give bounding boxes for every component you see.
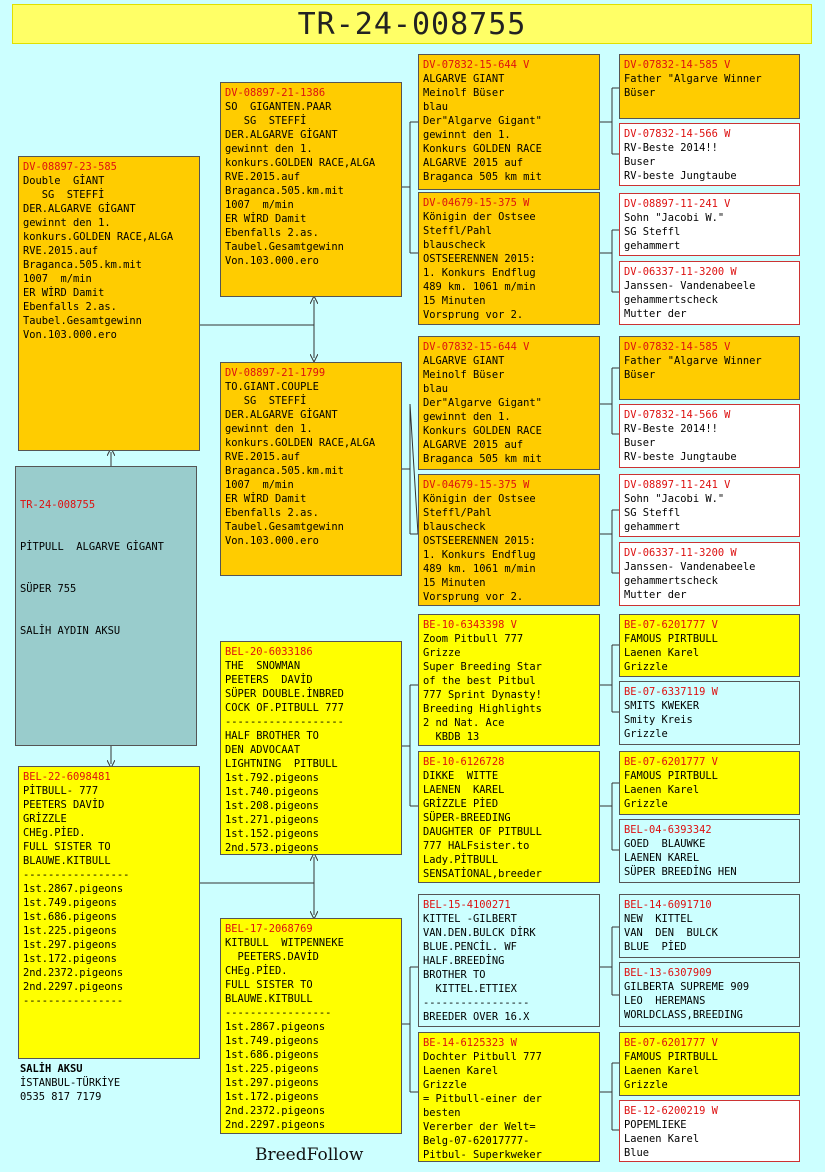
card-line: 489 km. 1061 m/min bbox=[423, 281, 536, 293]
card-line: 1007 m/min bbox=[225, 479, 294, 491]
ring-number: BEL-15-4100271 bbox=[423, 899, 511, 911]
card-line: COCK OF.PITBULL 777 bbox=[225, 702, 344, 714]
card-line: Braganca.505.km.mit bbox=[225, 185, 344, 197]
card-line: Steffl/Pahl bbox=[423, 225, 492, 237]
card-line: BROTHER TO bbox=[423, 969, 486, 981]
g4-card[interactable] bbox=[619, 962, 800, 1027]
card-line: DER.ALGARVE GİGANT bbox=[23, 203, 136, 215]
g4-card[interactable] bbox=[619, 404, 800, 468]
card-line: 1st.2867.pigeons bbox=[225, 1021, 326, 1033]
owner-name: SALİH AKSU bbox=[20, 1063, 83, 1075]
card-line: SO GIGANTEN.PAAR bbox=[225, 101, 332, 113]
card-line: ----------------- bbox=[23, 869, 130, 881]
card-line: RV-beste Jungtaube bbox=[624, 170, 737, 182]
g4-card[interactable] bbox=[619, 474, 800, 537]
great-grandparent-card[interactable] bbox=[418, 614, 600, 746]
card-line: Büser bbox=[624, 369, 656, 381]
card-line: GRİZZLE bbox=[23, 813, 67, 825]
card-line: ER WİRD Damit bbox=[225, 213, 307, 225]
card-line: SG Steffl bbox=[624, 507, 681, 519]
card-line: Ebenfalls 2.as. bbox=[225, 227, 319, 239]
card-line: Braganca 505 km mit bbox=[423, 171, 542, 183]
card-line: Der"Algarve Gigant" bbox=[423, 397, 542, 409]
ring-number: BEL-04-6393342 bbox=[624, 824, 712, 836]
card-line: gehammertscheck bbox=[624, 294, 718, 306]
card-line: Meinolf Büser bbox=[423, 87, 505, 99]
card-line: VAN.DEN.BULCK DİRK bbox=[423, 927, 536, 939]
owner-city: İSTANBUL-TÜRKİYE bbox=[20, 1077, 121, 1089]
card-line: Dochter Pitbull 777 bbox=[423, 1051, 542, 1063]
card-line: of the best Pitbul bbox=[423, 675, 536, 687]
card-line: Grizzle bbox=[624, 661, 668, 673]
subject-card[interactable] bbox=[15, 466, 197, 746]
card-line: ------------------- bbox=[225, 716, 344, 728]
card-line: 777 HALFsister.to bbox=[423, 840, 530, 852]
card-line: TO.GIANT.COUPLE bbox=[225, 381, 319, 393]
card-line: FULL SISTER TO bbox=[23, 841, 111, 853]
ring-number: DV-08897-11-241 V bbox=[624, 479, 731, 491]
card-line: DEN ADVOCAAT bbox=[225, 744, 301, 756]
card-line: blauscheck bbox=[423, 239, 486, 251]
sire-card[interactable] bbox=[18, 156, 200, 451]
ring-number: BE-07-6201777 V bbox=[624, 619, 718, 631]
card-line: DER.ALGARVE GİGANT bbox=[225, 409, 338, 421]
card-line: Vererber der Welt= bbox=[423, 1121, 536, 1133]
card-line: 1st.271.pigeons bbox=[225, 814, 319, 826]
card-line: 1. Konkurs Endflug bbox=[423, 267, 536, 279]
card-line: Ebenfalls 2.as. bbox=[225, 507, 319, 519]
g4-card[interactable] bbox=[619, 681, 800, 745]
card-line: gewinnt den 1. bbox=[423, 129, 511, 141]
card-line: CHEg.PİED. bbox=[225, 965, 288, 977]
card-line: Sohn "Jacobi W." bbox=[624, 493, 725, 505]
card-line: blauscheck bbox=[423, 521, 486, 533]
card-line: Grizze bbox=[423, 647, 461, 659]
card-line: KITTEL.ETTIEX bbox=[423, 983, 517, 995]
card-line: 777 Sprint Dynasty! bbox=[423, 689, 542, 701]
card-line: Mutter der bbox=[624, 589, 687, 601]
card-line: 2nd.573.pigeons bbox=[225, 842, 319, 854]
great-grandparent-card[interactable] bbox=[418, 894, 600, 1027]
card-line: PİTBULL- 777 bbox=[23, 785, 99, 797]
card-line: FAMOUS PIRTBULL bbox=[624, 1051, 718, 1063]
card-line: gewinnt den 1. bbox=[23, 217, 111, 229]
card-line: 1st.2867.pigeons bbox=[23, 883, 124, 895]
ring-number: DV-07832-15-644 V bbox=[423, 341, 530, 353]
card-line: Büser bbox=[624, 87, 656, 99]
card-line: Grizzle bbox=[624, 1079, 668, 1091]
card-line: RVE.2015.auf bbox=[225, 451, 301, 463]
ring-number: BEL-13-6307909 bbox=[624, 967, 712, 979]
card-line: Vorsprung vor 2. bbox=[423, 309, 524, 321]
card-line: SG STEFFİ bbox=[225, 395, 307, 407]
card-line: LIGHTNING PITBULL bbox=[225, 758, 338, 770]
card-line: Steffl/Pahl bbox=[423, 507, 492, 519]
card-line: WORLDCLASS,BREEDING bbox=[624, 1009, 743, 1021]
subject-line: SALİH AYDIN AKSU bbox=[20, 625, 121, 637]
card-line: ---------------- bbox=[23, 995, 124, 1007]
g4-card[interactable] bbox=[619, 542, 800, 606]
card-line: Meinolf Büser bbox=[423, 369, 505, 381]
card-line: RVE.2015.auf bbox=[23, 245, 99, 257]
card-line: Braganca.505.km.mit bbox=[23, 259, 142, 271]
card-line: Breeding Highlights bbox=[423, 703, 542, 715]
card-line: Zoom Pitbull 777 bbox=[423, 633, 524, 645]
card-line: Braganca.505.km.mit bbox=[225, 465, 344, 477]
subject-line: SÜPER 755 bbox=[20, 583, 77, 595]
ring-number: BEL-17-2068769 bbox=[225, 923, 313, 935]
g4-card[interactable] bbox=[619, 336, 800, 400]
card-line: Buser bbox=[624, 437, 656, 449]
card-line: 1st.152.pigeons bbox=[225, 828, 319, 840]
card-line: 2nd.2372.pigeons bbox=[23, 967, 124, 979]
ring-number: BE-10-6343398 V bbox=[423, 619, 517, 631]
card-line: Laenen Karel bbox=[624, 1133, 700, 1145]
g4-card[interactable] bbox=[619, 123, 800, 186]
ring-number: DV-07832-15-644 V bbox=[423, 59, 530, 71]
ring-number: BE-12-6200219 W bbox=[624, 1105, 718, 1117]
card-line: HALF.BREEDİNG bbox=[423, 955, 505, 967]
card-line: SG Steffl bbox=[624, 226, 681, 238]
ring-number: BE-07-6337119 W bbox=[624, 686, 718, 698]
g4-card[interactable] bbox=[619, 1032, 800, 1096]
card-line: GOED BLAUWKE bbox=[624, 838, 706, 850]
brand-logo-text: BreedFollow bbox=[255, 1145, 364, 1165]
card-line: ----------------- bbox=[423, 997, 530, 1009]
ring-number: DV-06337-11-3200 W bbox=[624, 266, 737, 278]
card-line: VAN DEN BULCK bbox=[624, 927, 718, 939]
g4-card[interactable] bbox=[619, 261, 800, 325]
card-line: BLAUWE.KITBULL bbox=[225, 993, 313, 1005]
card-line: konkurs.GOLDEN RACE,ALGA bbox=[225, 437, 376, 449]
card-line: SG STEFFİ bbox=[23, 189, 105, 201]
card-line: Von.103.000.ero bbox=[225, 255, 319, 267]
card-line: 2nd.2372.pigeons bbox=[225, 1105, 326, 1117]
card-line: RV-beste Jungtaube bbox=[624, 451, 737, 463]
card-line: ER WİRD Damit bbox=[23, 287, 105, 299]
card-line: Laenen Karel bbox=[423, 1065, 499, 1077]
card-line: gewinnt den 1. bbox=[225, 423, 313, 435]
g4-card[interactable] bbox=[619, 894, 800, 958]
card-line: OSTSEERENNEN 2015: bbox=[423, 253, 536, 265]
ring-number: BEL-14-6091710 bbox=[624, 899, 712, 911]
card-line: gewinnt den 1. bbox=[423, 411, 511, 423]
card-line: FAMOUS PIRTBULL bbox=[624, 770, 718, 782]
card-line: Von.103.000.ero bbox=[225, 535, 319, 547]
card-line: POPEMLIEKE bbox=[624, 1119, 687, 1131]
ring-number: DV-07832-14-585 V bbox=[624, 59, 731, 71]
card-line: ALGARVE 2015 auf bbox=[423, 157, 524, 169]
card-line: DIKKE WITTE bbox=[423, 770, 499, 782]
card-line: Der"Algarve Gigant" bbox=[423, 115, 542, 127]
card-line: Mutter der bbox=[624, 308, 687, 320]
card-line: NEW KITTEL bbox=[624, 913, 693, 925]
card-line: Vorsprung vor 2. bbox=[423, 591, 524, 603]
grandparent-card[interactable] bbox=[220, 641, 402, 855]
great-grandparent-card[interactable] bbox=[418, 474, 600, 606]
card-line: ----------------- bbox=[225, 1007, 332, 1019]
card-line: KITBULL WITPENNEKE bbox=[225, 937, 344, 949]
card-line: 1st.686.pigeons bbox=[23, 911, 117, 923]
card-line: Taubel.Gesamtgewinn bbox=[225, 241, 344, 253]
card-line: Konkurs GOLDEN RACE bbox=[423, 143, 542, 155]
card-line: RVE.2015.auf bbox=[225, 171, 301, 183]
card-line: 1st.225.pigeons bbox=[23, 925, 117, 937]
card-line: 1007 m/min bbox=[225, 199, 294, 211]
card-line: gewinnt den 1. bbox=[225, 143, 313, 155]
card-line: 15 Minuten bbox=[423, 295, 486, 307]
card-line: BLAUWE.KITBULL bbox=[23, 855, 111, 867]
card-line: FAMOUS PIRTBULL bbox=[624, 633, 718, 645]
card-line: FULL SISTER TO bbox=[225, 979, 313, 991]
card-line: Taubel.Gesamtgewinn bbox=[225, 521, 344, 533]
ring-number: DV-07832-14-566 W bbox=[624, 128, 731, 140]
card-line: gehammert bbox=[624, 521, 681, 533]
card-line: 1st.172.pigeons bbox=[23, 953, 117, 965]
ring-number: DV-07832-14-566 W bbox=[624, 409, 731, 421]
dam-card[interactable] bbox=[18, 766, 200, 1059]
card-line: BLUE.PENCİL. WF bbox=[423, 941, 517, 953]
card-line: 1st.225.pigeons bbox=[225, 1063, 319, 1075]
card-line: Laenen Karel bbox=[624, 784, 700, 796]
card-line: Königin der Ostsee bbox=[423, 211, 536, 223]
great-grandparent-card[interactable] bbox=[418, 54, 600, 190]
card-line: CHEg.PİED. bbox=[23, 827, 86, 839]
card-line: Janssen- Vandenabeele bbox=[624, 280, 756, 292]
card-line: 1st.749.pigeons bbox=[23, 897, 117, 909]
card-line: 1. Konkurs Endflug bbox=[423, 549, 536, 561]
card-line: 1007 m/min bbox=[23, 273, 92, 285]
card-line: Pitbul- Superkweker bbox=[423, 1149, 542, 1161]
card-line: OSTSEERENNEN 2015: bbox=[423, 535, 536, 547]
ring-number: BEL-22-6098481 bbox=[23, 771, 111, 783]
card-line: konkurs.GOLDEN RACE,ALGA bbox=[23, 231, 174, 243]
subject-line: PİTPULL ALGARVE GİGANT bbox=[20, 541, 164, 553]
card-line: 2 nd Nat. Ace bbox=[423, 717, 505, 729]
ring-number: DV-06337-11-3200 W bbox=[624, 547, 737, 559]
card-line: ALGARVE GIANT bbox=[423, 355, 505, 367]
owner-phone: 0535 817 7179 bbox=[20, 1091, 102, 1103]
card-line: Father "Algarve Winner bbox=[624, 73, 762, 85]
card-line: LEO HEREMANS bbox=[624, 995, 706, 1007]
card-line: Ebenfalls 2.as. bbox=[23, 301, 117, 313]
ring-number: DV-08897-23-585 bbox=[23, 161, 117, 173]
grandparent-card[interactable] bbox=[220, 82, 402, 297]
card-line: 1st.172.pigeons bbox=[225, 1091, 319, 1103]
card-line: THE SNOWMAN bbox=[225, 660, 301, 672]
card-line: 2nd.2297.pigeons bbox=[23, 981, 124, 993]
card-line: RV-Beste 2014!! bbox=[624, 142, 718, 154]
great-grandparent-card[interactable] bbox=[418, 336, 600, 470]
card-line: besten bbox=[423, 1107, 461, 1119]
ring-number: BE-10-6126728 bbox=[423, 756, 505, 768]
card-line: gehammert bbox=[624, 240, 681, 252]
card-line: Super Breeding Star bbox=[423, 661, 542, 673]
card-line: SG STEFFİ bbox=[225, 115, 307, 127]
card-line: Grizzle bbox=[624, 798, 668, 810]
card-line: 489 km. 1061 m/min bbox=[423, 563, 536, 575]
card-line: = Pitbull-einer der bbox=[423, 1093, 542, 1105]
card-line: BLUE PİED bbox=[624, 941, 687, 953]
card-line: 1st.208.pigeons bbox=[225, 800, 319, 812]
card-line: Konkurs GOLDEN RACE bbox=[423, 425, 542, 437]
card-line: Father "Algarve Winner bbox=[624, 355, 762, 367]
card-line: 1st.297.pigeons bbox=[23, 939, 117, 951]
card-line: Taubel.Gesamtgewinn bbox=[23, 315, 142, 327]
card-line: konkurs.GOLDEN RACE,ALGA bbox=[225, 157, 376, 169]
g4-card[interactable] bbox=[619, 614, 800, 677]
card-line: PEETERS DAVİD bbox=[23, 799, 105, 811]
card-line: Von.103.000.ero bbox=[23, 329, 117, 341]
card-line: GILBERTA SUPREME 909 bbox=[624, 981, 750, 993]
card-line: blau bbox=[423, 383, 449, 395]
card-line: Grizzle bbox=[624, 728, 668, 740]
card-line: DER.ALGARVE GİGANT bbox=[225, 129, 338, 141]
ring-number: DV-04679-15-375 W bbox=[423, 479, 530, 491]
g4-card[interactable] bbox=[619, 193, 800, 256]
card-line: Belg-07-62017777- bbox=[423, 1135, 530, 1147]
card-line: 1st.686.pigeons bbox=[225, 1049, 319, 1061]
card-line: BREEDER OVER 16.X bbox=[423, 1011, 530, 1023]
card-line: 1st.297.pigeons bbox=[225, 1077, 319, 1089]
card-line: ALGARVE GIANT bbox=[423, 73, 505, 85]
ring-number: BE-14-6125323 W bbox=[423, 1037, 517, 1049]
ring-number: DV-08897-21-1799 bbox=[225, 367, 326, 379]
card-line: RV-Beste 2014!! bbox=[624, 423, 718, 435]
card-line: SÜPER BREEDİNG HEN bbox=[624, 866, 737, 878]
card-line: Double GİANT bbox=[23, 175, 105, 187]
card-line: blau bbox=[423, 101, 449, 113]
g4-card[interactable] bbox=[619, 1100, 800, 1162]
ring-number: BEL-20-6033186 bbox=[225, 646, 313, 658]
ring-number: DV-04679-15-375 W bbox=[423, 197, 530, 209]
g4-card[interactable] bbox=[619, 751, 800, 815]
card-line: 1st.749.pigeons bbox=[225, 1035, 319, 1047]
card-line: KITTEL -GILBERT bbox=[423, 913, 517, 925]
card-line: LAENEN KAREL bbox=[624, 852, 700, 864]
card-line: Grizzle bbox=[423, 1079, 467, 1091]
great-grandparent-card[interactable] bbox=[418, 192, 600, 325]
card-line: Lady.PİTBULL bbox=[423, 854, 499, 866]
card-line: gehammertscheck bbox=[624, 575, 718, 587]
card-line: PEETERS.DAVİD bbox=[225, 951, 319, 963]
card-line: Sohn "Jacobi W." bbox=[624, 212, 725, 224]
card-line: ER WİRD Damit bbox=[225, 493, 307, 505]
card-line: LAENEN KAREL bbox=[423, 784, 505, 796]
g4-card[interactable] bbox=[619, 54, 800, 119]
card-line: 1st.740.pigeons bbox=[225, 786, 319, 798]
ring-number: DV-08897-21-1386 bbox=[225, 87, 326, 99]
card-line: Janssen- Vandenabeele bbox=[624, 561, 756, 573]
card-line: ALGARVE 2015 auf bbox=[423, 439, 524, 451]
great-grandparent-card[interactable] bbox=[418, 1032, 600, 1162]
card-line: DAUGHTER OF PITBULL bbox=[423, 826, 542, 838]
subject-ring-number: TR-24-008755 bbox=[20, 499, 96, 511]
card-line: Blue bbox=[624, 1147, 650, 1159]
grandparent-card[interactable] bbox=[220, 918, 402, 1134]
card-line: Buser bbox=[624, 156, 656, 168]
card-line: HALF BROTHER TO bbox=[225, 730, 319, 742]
card-line: SMITS KWEKER bbox=[624, 700, 700, 712]
ring-number: BE-07-6201777 V bbox=[624, 756, 718, 768]
great-grandparent-card[interactable] bbox=[418, 751, 600, 883]
card-line: 15 Minuten bbox=[423, 577, 486, 589]
page-title: TR-24-008755 bbox=[12, 4, 812, 44]
card-line: SENSATİONAL,breeder bbox=[423, 868, 542, 880]
card-line: Smity Kreis bbox=[624, 714, 693, 726]
card-line: GRİZZLE PİED bbox=[423, 798, 499, 810]
card-line: 2nd.2297.pigeons bbox=[225, 1119, 326, 1131]
ring-number: BE-07-6201777 V bbox=[624, 1037, 718, 1049]
card-line: Braganca 505 km mit bbox=[423, 453, 542, 465]
ring-number: DV-07832-14-585 V bbox=[624, 341, 731, 353]
card-line: Königin der Ostsee bbox=[423, 493, 536, 505]
g4-card[interactable] bbox=[619, 819, 800, 883]
card-line: KBDB 13 bbox=[423, 731, 480, 743]
card-line: SÜPER-BREEDING bbox=[423, 812, 511, 824]
card-line: Laenen Karel bbox=[624, 1065, 700, 1077]
card-line: SÜPER DOUBLE.İNBRED bbox=[225, 688, 344, 700]
card-line: Laenen Karel bbox=[624, 647, 700, 659]
ring-number: DV-08897-11-241 V bbox=[624, 198, 731, 210]
owner-info bbox=[20, 1062, 120, 1104]
grandparent-card[interactable] bbox=[220, 362, 402, 576]
card-line: PEETERS DAVİD bbox=[225, 674, 313, 686]
card-line: 1st.792.pigeons bbox=[225, 772, 319, 784]
